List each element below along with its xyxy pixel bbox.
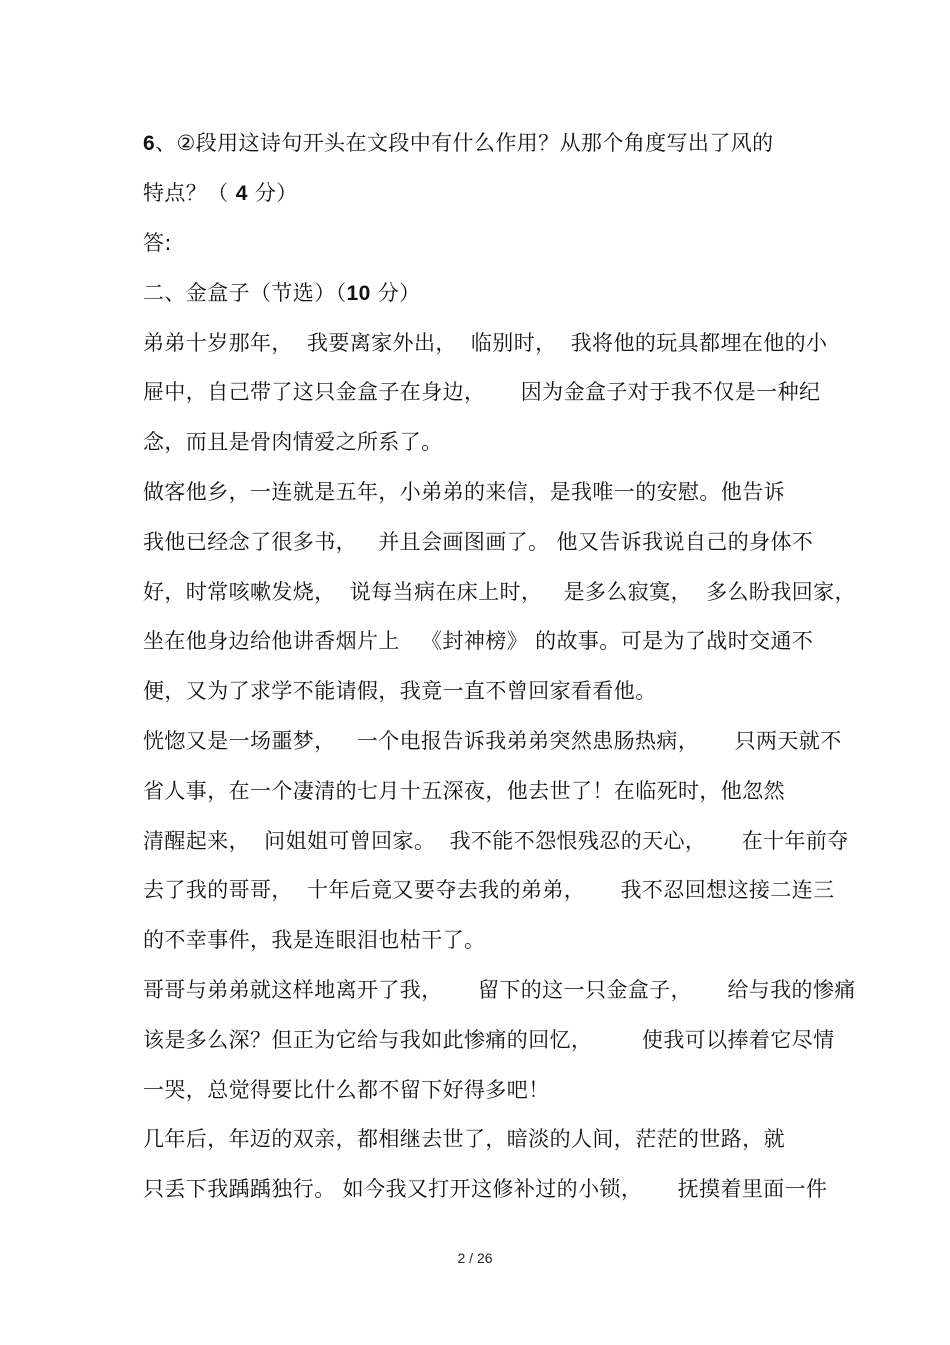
section-title xyxy=(143,278,421,308)
passage-line: 哥哥与弟弟就这样地离开了我， 留下的这一只金盒子， 给与我的惨痛 xyxy=(143,978,856,1002)
passage-line: 去了我的哥哥， 十年后竟又要夺去我的弟弟， 我不忍回想这接二连三 xyxy=(143,878,835,902)
passage-line: 清醒起来， 问姐姐可曾回家。 我不能不怨恨残忍的天心， 在十年前夺 xyxy=(143,829,849,853)
section-score-unit: 分） xyxy=(370,281,421,305)
answer-label: 答: xyxy=(143,231,172,255)
page-number: 2 / 26 xyxy=(457,1250,493,1266)
passage-line: 念，而且是骨肉情爱之所系了。 xyxy=(143,430,443,454)
question-text-2: 特点？（ xyxy=(143,181,236,205)
passage-line: 省人事，在一个凄清的七月十五深夜，他去世了！在临死时，他忽然 xyxy=(143,779,785,803)
passage-line: 屉中，自己带了这只金盒子在身边， 因为金盒子对于我不仅是一种纪 xyxy=(143,380,821,404)
section-score: 10 xyxy=(346,282,371,305)
passage-line: 我他已经念了很多书， 并且会画图画了。 他又告诉我说自己的身体不 xyxy=(143,530,814,554)
passage-line: 便，又为了求学不能请假，我竟一直不曾回家看看他。 xyxy=(143,679,657,703)
passage-line: 恍惚又是一场噩梦， 一个电报告诉我弟弟突然患肠热病， 只两天就不 xyxy=(143,729,842,753)
passage-line: 几年后，年迈的双亲，都相继去世了，暗淡的人间，茫茫的世路，就 xyxy=(143,1127,785,1151)
passage-line: 做客他乡，一连就是五年，小弟弟的来信，是我唯一的安慰。他告诉 xyxy=(143,480,785,504)
question-6-line-1 xyxy=(143,128,774,158)
passage-line: 好，时常咳嗽发烧， 说每当病在床上时， 是多么寂寞， 多么盼我回家， xyxy=(143,580,856,604)
question-score-unit: 分） xyxy=(247,181,298,205)
question-number: 6 xyxy=(143,132,156,155)
passage-line: 弟弟十岁那年， 我要离家外出， 临别时， 我将他的玩具都埋在他的小 xyxy=(143,331,828,355)
section-title-text: 二、金盒子（节选）（ xyxy=(143,281,347,305)
passage-line: 只丢下我踽踽独行。 如今我又打开这修补过的小锁， 抚摸着里面一件 xyxy=(143,1177,828,1201)
passage-line: 坐在他身边给他讲香烟片上 《封神榜》 的故事。可是为了战时交通不 xyxy=(143,629,814,653)
question-text-1: 、②段用这诗句开头在文段中有什么作用？从那个角度写出了风的 xyxy=(155,131,774,155)
passage-line: 的不幸事件，我是连眼泪也枯干了。 xyxy=(143,928,486,952)
passage-line: 一哭，总觉得要比什么都不留下好得多吧！ xyxy=(143,1078,550,1102)
question-score: 4 xyxy=(235,182,248,205)
passage-line: 该是多么深？但正为它给与我如此惨痛的回忆， 使我可以捧着它尽情 xyxy=(143,1028,835,1052)
question-6-line-2 xyxy=(143,178,298,208)
